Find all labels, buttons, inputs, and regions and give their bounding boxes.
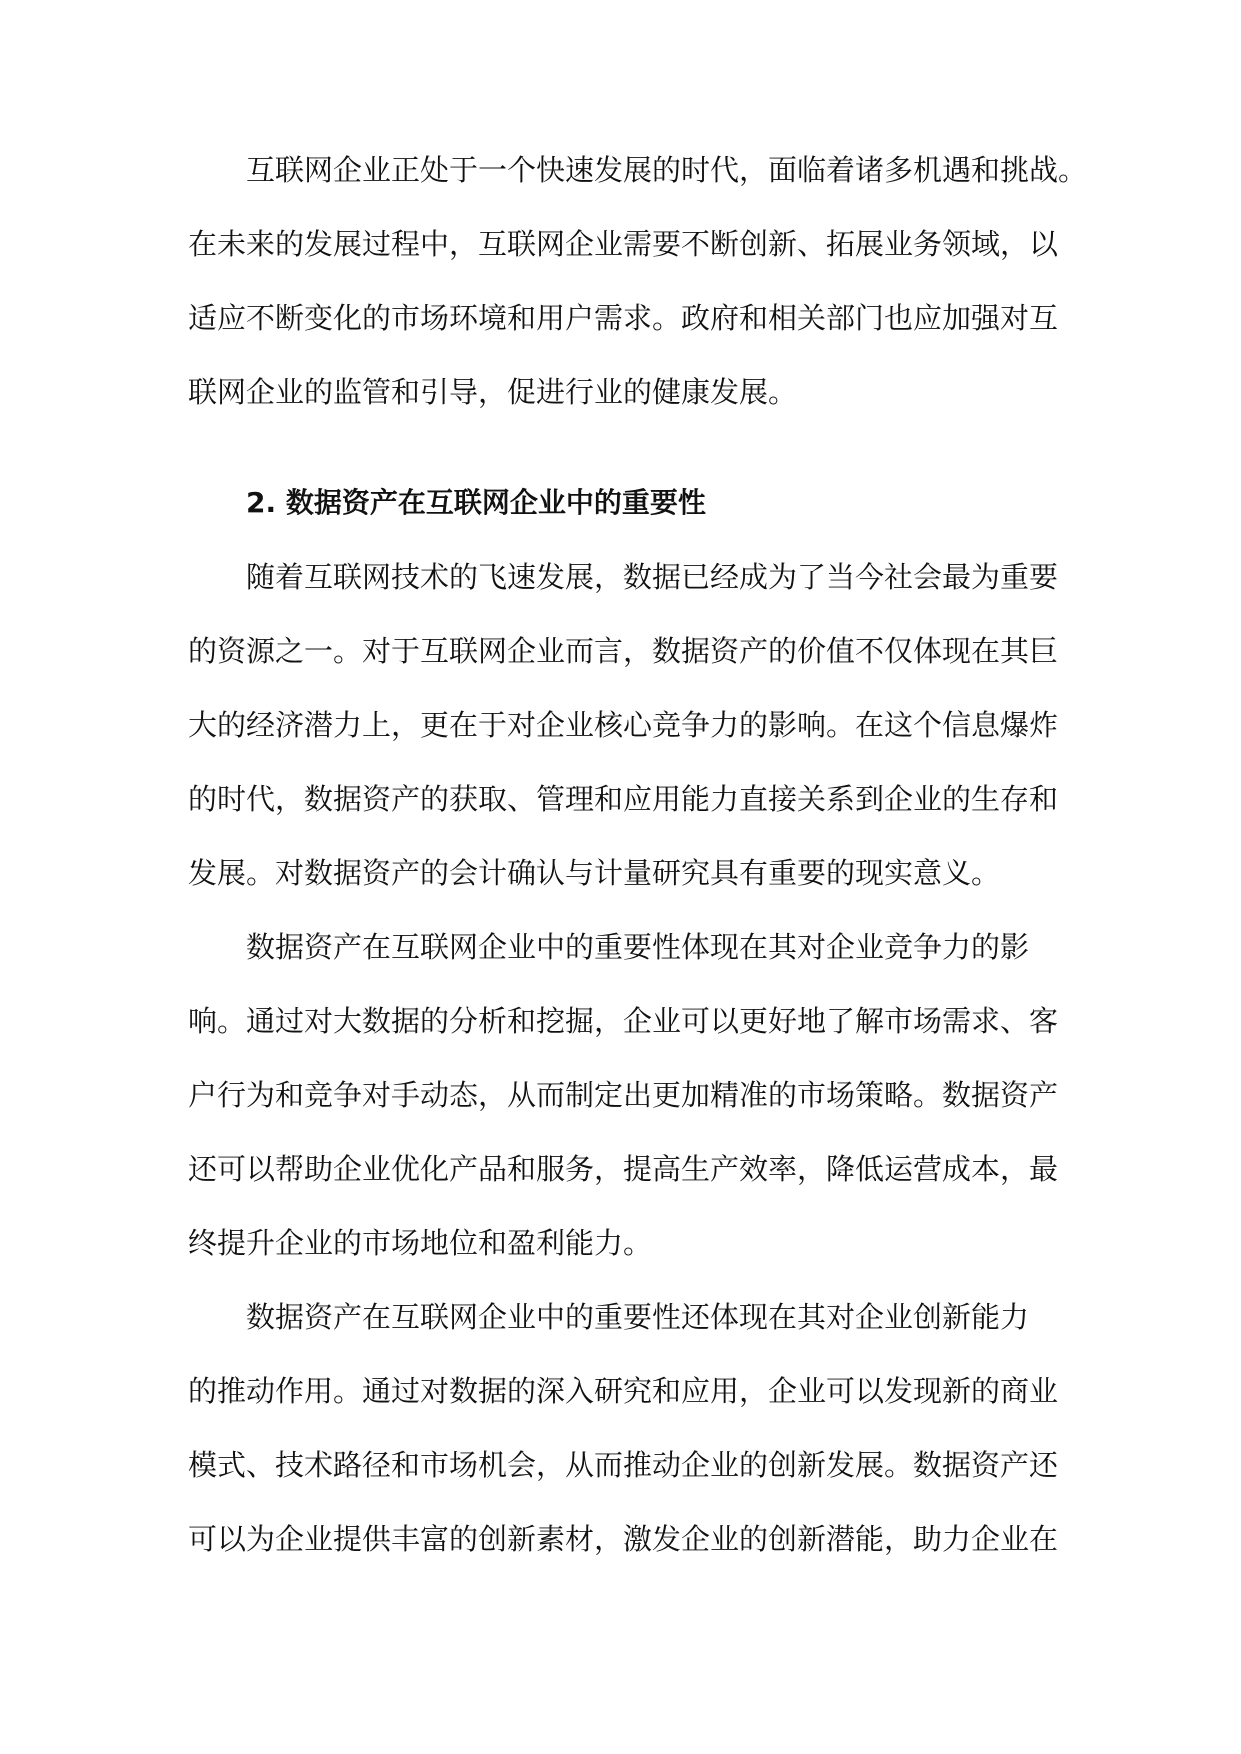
paragraph-2-line-2: 的资源之一。对于互联网企业而言，数据资产的价值不仅体现在其巨 — [188, 634, 1059, 668]
paragraph-1-line-3: 适应不断变化的市场环境和用户需求。政府和相关部门也应加强对互 — [188, 301, 1059, 335]
paragraph-3-line-2: 响。通过对大数据的分析和挖掘，企业可以更好地了解市场需求、客 — [188, 1004, 1059, 1038]
paragraph-4-line-4: 可以为企业提供丰富的创新素材，激发企业的创新潜能，助力企业在 — [188, 1522, 1059, 1556]
section-heading: 2. 数据资产在互联网企业中的重要性 — [246, 486, 706, 519]
paragraph-2-line-4: 的时代，数据资产的获取、管理和应用能力直接关系到企业的生存和 — [188, 782, 1059, 816]
paragraph-3-line-1: 数据资产在互联网企业中的重要性体现在其对企业竞争力的影 — [246, 930, 1030, 964]
paragraph-4-line-2: 的推动作用。通过对数据的深入研究和应用，企业可以发现新的商业 — [188, 1374, 1059, 1408]
paragraph-4-line-3: 模式、技术路径和市场机会，从而推动企业的创新发展。数据资产还 — [188, 1448, 1059, 1482]
paragraph-2-line-5: 发展。对数据资产的会计确认与计量研究具有重要的现实意义。 — [188, 856, 1001, 890]
paragraph-3-line-5: 终提升企业的市场地位和盈利能力。 — [188, 1226, 653, 1260]
paragraph-1-line-2: 在未来的发展过程中，互联网企业需要不断创新、拓展业务领域，以 — [188, 227, 1059, 261]
paragraph-4-line-1: 数据资产在互联网企业中的重要性还体现在其对企业创新能力 — [246, 1300, 1030, 1334]
paragraph-2-line-1: 随着互联网技术的飞速发展，数据已经成为了当今社会最为重要 — [246, 560, 1059, 594]
paragraph-1-line-1: 互联网企业正处于一个快速发展的时代，面临着诸多机遇和挑战。 — [246, 153, 1088, 187]
paragraph-3-line-3: 户行为和竞争对手动态，从而制定出更加精准的市场策略。数据资产 — [188, 1078, 1059, 1112]
paragraph-1-line-4: 联网企业的监管和引导，促进行业的健康发展。 — [188, 375, 798, 409]
paragraph-2-line-3: 大的经济潜力上，更在于对企业核心竞争力的影响。在这个信息爆炸 — [188, 708, 1059, 742]
paragraph-3-line-4: 还可以帮助企业优化产品和服务，提高生产效率，降低运营成本，最 — [188, 1152, 1059, 1186]
